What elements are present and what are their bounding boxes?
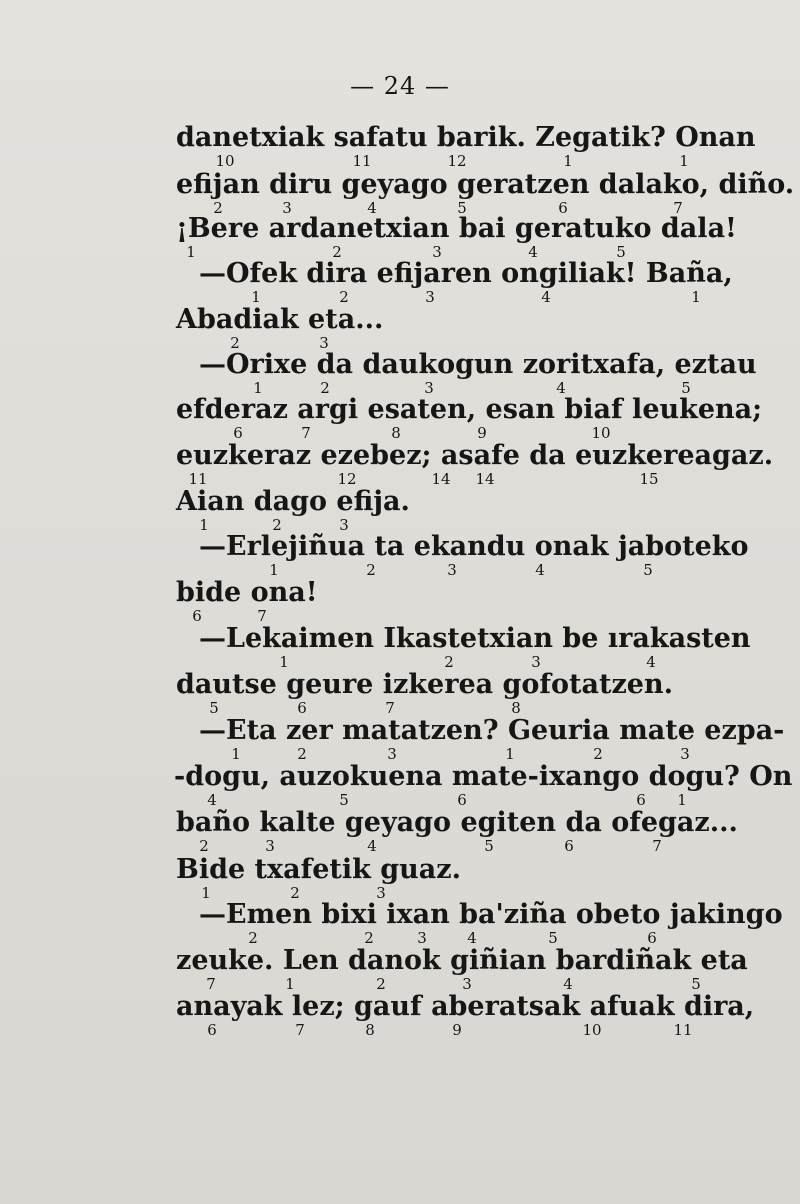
word-number: 2 bbox=[593, 745, 603, 763]
page-number: — 24 — bbox=[350, 72, 450, 100]
word-number: 2 bbox=[366, 561, 376, 579]
word-number: 5 bbox=[691, 975, 701, 993]
text-line: —Ofek dira efijaren ongiliak! Baña, bbox=[199, 258, 733, 289]
word-number: 2 bbox=[297, 745, 307, 763]
word-number: 4 bbox=[541, 288, 551, 306]
word-number: 14 bbox=[431, 470, 451, 488]
word-number: 6 bbox=[207, 1021, 217, 1039]
word-number: 1 bbox=[285, 975, 295, 993]
word-number: 2 bbox=[320, 379, 330, 397]
word-number: 2 bbox=[364, 929, 374, 947]
text-line: —Emen bixi ixan ba'ziña obeto jakingo bbox=[199, 899, 783, 930]
word-number: 3 bbox=[319, 334, 329, 352]
word-number: 4 bbox=[563, 975, 573, 993]
word-number: 4 bbox=[207, 791, 217, 809]
text-line: —Eta zer matatzen? Geuria mate ezpa- bbox=[199, 715, 785, 746]
word-number: 2 bbox=[332, 243, 342, 261]
word-number: 12 bbox=[447, 152, 467, 170]
word-number: 11 bbox=[673, 1021, 693, 1039]
word-number: 6 bbox=[564, 837, 574, 855]
word-number: 5 bbox=[681, 379, 691, 397]
word-number: 2 bbox=[376, 975, 386, 993]
text-line: zeuke. Len danok giñian bardiñak eta bbox=[176, 945, 748, 976]
text-line: Bide txafetik guaz. bbox=[176, 854, 461, 885]
word-number: 1 bbox=[201, 884, 211, 902]
word-number: 6 bbox=[233, 424, 243, 442]
word-number: 1 bbox=[199, 516, 209, 534]
text-line: -dogu, auzokuena mate-ixango dogu? On bbox=[174, 761, 793, 792]
text-line: dautse geure izkerea gofotatzen. bbox=[176, 669, 674, 700]
word-number: 4 bbox=[467, 929, 477, 947]
word-number: 7 bbox=[673, 199, 683, 217]
word-number: 3 bbox=[265, 837, 275, 855]
word-number: 2 bbox=[230, 334, 240, 352]
word-number: 1 bbox=[691, 288, 701, 306]
word-number: 8 bbox=[511, 699, 521, 717]
word-number: 1 bbox=[231, 745, 241, 763]
word-number: 9 bbox=[477, 424, 487, 442]
word-number: 7 bbox=[206, 975, 216, 993]
word-number: 3 bbox=[680, 745, 690, 763]
word-number: 2 bbox=[272, 516, 282, 534]
word-number: 7 bbox=[301, 424, 311, 442]
word-number: 10 bbox=[582, 1021, 602, 1039]
word-number: 5 bbox=[616, 243, 626, 261]
word-number: 6 bbox=[647, 929, 657, 947]
word-number: 6 bbox=[297, 699, 307, 717]
word-number: 14 bbox=[475, 470, 495, 488]
word-number: 15 bbox=[639, 470, 659, 488]
word-number: 6 bbox=[457, 791, 467, 809]
word-number: 3 bbox=[282, 199, 292, 217]
word-number: 3 bbox=[417, 929, 427, 947]
word-number: 7 bbox=[385, 699, 395, 717]
word-number: 1 bbox=[251, 288, 261, 306]
word-number: 11 bbox=[188, 470, 208, 488]
word-number: 4 bbox=[535, 561, 545, 579]
word-number: 3 bbox=[462, 975, 472, 993]
word-number: 9 bbox=[452, 1021, 462, 1039]
text-line: ¡Bere ardanetxian bai geratuko dala! bbox=[176, 213, 737, 244]
word-number: 3 bbox=[432, 243, 442, 261]
word-number: 3 bbox=[531, 653, 541, 671]
word-number: 3 bbox=[339, 516, 349, 534]
word-number: 12 bbox=[337, 470, 357, 488]
word-number: 11 bbox=[352, 152, 372, 170]
word-number: 1 bbox=[186, 243, 196, 261]
word-number: 2 bbox=[290, 884, 300, 902]
text-line: efderaz argi esaten, esan biaf leukena; bbox=[176, 394, 763, 425]
word-number: 2 bbox=[339, 288, 349, 306]
word-number: 5 bbox=[484, 837, 494, 855]
word-number: 5 bbox=[209, 699, 219, 717]
word-number: 7 bbox=[295, 1021, 305, 1039]
word-number: 3 bbox=[376, 884, 386, 902]
word-number: 2 bbox=[248, 929, 258, 947]
word-number: 2 bbox=[444, 653, 454, 671]
word-number: 4 bbox=[367, 199, 377, 217]
word-number: 5 bbox=[548, 929, 558, 947]
word-number: 2 bbox=[199, 837, 209, 855]
word-number: 8 bbox=[391, 424, 401, 442]
word-number: 8 bbox=[365, 1021, 375, 1039]
text-line: anayak lez; gauf aberatsak afuak dira, bbox=[176, 991, 755, 1022]
word-number: 3 bbox=[447, 561, 457, 579]
word-number: 3 bbox=[425, 288, 435, 306]
word-number: 5 bbox=[643, 561, 653, 579]
text-line: baño kalte geyago egiten da ofegaz... bbox=[176, 807, 738, 838]
word-number: 3 bbox=[387, 745, 397, 763]
text-line: —Erlejiñua ta ekandu onak jaboteko bbox=[199, 531, 749, 562]
word-number: 4 bbox=[556, 379, 566, 397]
word-number: 5 bbox=[457, 199, 467, 217]
text-line: danetxiak safatu barik. Zegatik? Onan bbox=[176, 122, 756, 153]
text-line: —Orixe da daukogun zoritxafa, eztau bbox=[199, 349, 757, 380]
word-number: 1 bbox=[269, 561, 279, 579]
word-number: 1 bbox=[677, 791, 687, 809]
word-number: 10 bbox=[591, 424, 611, 442]
text-line: Abadiak eta... bbox=[176, 304, 384, 335]
text-line: —Lekaimen Ikastetxian be ırakasten bbox=[199, 623, 751, 654]
word-number: 10 bbox=[215, 152, 235, 170]
word-number: 6 bbox=[192, 607, 202, 625]
text-line: euzkeraz ezebez; asafe da euzkereagaz. bbox=[176, 440, 774, 471]
word-number: 7 bbox=[652, 837, 662, 855]
text-line: Aian dago efija. bbox=[176, 486, 410, 517]
word-number: 6 bbox=[636, 791, 646, 809]
word-number: 5 bbox=[339, 791, 349, 809]
word-number: 1 bbox=[253, 379, 263, 397]
word-number: 4 bbox=[646, 653, 656, 671]
word-number: 7 bbox=[257, 607, 267, 625]
word-number: 3 bbox=[424, 379, 434, 397]
word-number: 4 bbox=[367, 837, 377, 855]
word-number: 1 bbox=[679, 152, 689, 170]
word-number: 1 bbox=[505, 745, 515, 763]
word-number: 1 bbox=[563, 152, 573, 170]
word-number: 1 bbox=[279, 653, 289, 671]
text-line: bide ona! bbox=[176, 577, 318, 608]
word-number: 6 bbox=[558, 199, 568, 217]
word-number: 4 bbox=[528, 243, 538, 261]
word-number: 2 bbox=[213, 199, 223, 217]
text-line: efijan diru geyago geratzen dalako, diño. bbox=[176, 169, 795, 200]
